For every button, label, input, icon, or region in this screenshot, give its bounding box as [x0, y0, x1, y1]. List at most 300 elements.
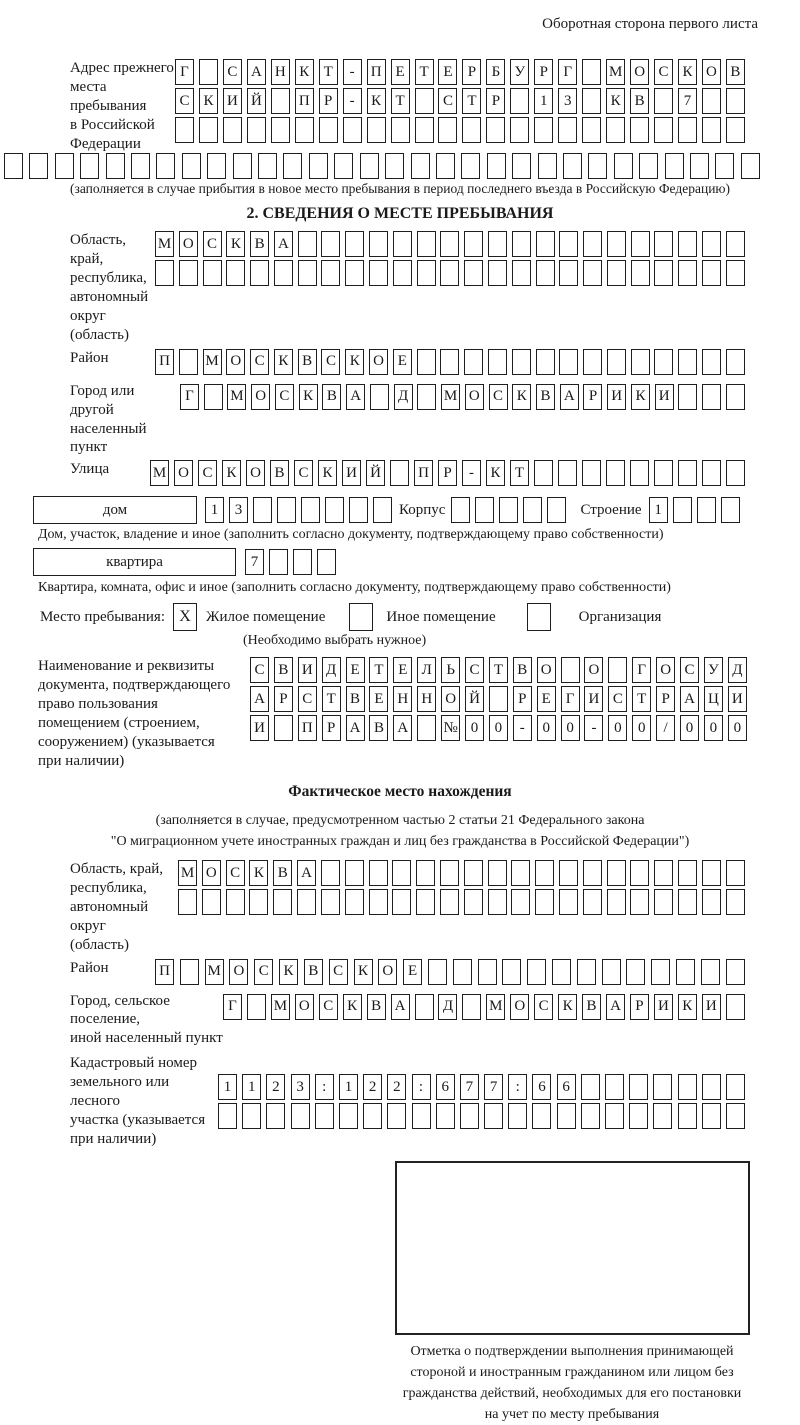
- char-box[interactable]: В: [250, 231, 269, 257]
- char-box[interactable]: В: [274, 657, 293, 683]
- char-box[interactable]: И: [342, 460, 361, 486]
- char-box[interactable]: 3: [558, 88, 577, 114]
- char-box[interactable]: 0: [680, 715, 699, 741]
- char-box[interactable]: №: [441, 715, 460, 741]
- char-box[interactable]: 1: [205, 497, 224, 523]
- char-box[interactable]: П: [298, 715, 317, 741]
- char-box[interactable]: [218, 1103, 237, 1129]
- char-box[interactable]: [678, 117, 697, 143]
- char-box[interactable]: С: [223, 59, 242, 85]
- char-box[interactable]: [654, 117, 673, 143]
- char-box[interactable]: [489, 686, 508, 712]
- char-box[interactable]: М: [178, 860, 197, 886]
- char-box[interactable]: [417, 349, 436, 375]
- char-box[interactable]: [534, 117, 553, 143]
- char-box[interactable]: [393, 231, 412, 257]
- char-box[interactable]: [654, 88, 673, 114]
- char-box[interactable]: Д: [728, 657, 747, 683]
- char-box[interactable]: 1: [218, 1074, 237, 1100]
- char-box[interactable]: [702, 460, 721, 486]
- char-box[interactable]: [233, 153, 252, 179]
- char-box[interactable]: [319, 117, 338, 143]
- char-box[interactable]: [242, 1103, 261, 1129]
- char-box[interactable]: [417, 715, 436, 741]
- char-box[interactable]: [726, 1074, 745, 1100]
- char-box[interactable]: Л: [417, 657, 436, 683]
- char-box[interactable]: Р: [322, 715, 341, 741]
- char-box[interactable]: А: [393, 715, 412, 741]
- char-box[interactable]: [561, 657, 580, 683]
- char-box[interactable]: [269, 549, 288, 575]
- char-box[interactable]: [552, 959, 571, 985]
- char-box[interactable]: М: [486, 994, 505, 1020]
- char-box[interactable]: М: [205, 959, 224, 985]
- char-box[interactable]: [651, 959, 670, 985]
- char-box[interactable]: [440, 231, 459, 257]
- char-box[interactable]: [392, 889, 411, 915]
- char-box[interactable]: [654, 260, 673, 286]
- char-box[interactable]: [629, 1103, 648, 1129]
- char-box[interactable]: [559, 260, 578, 286]
- char-box[interactable]: [654, 860, 673, 886]
- char-box[interactable]: [321, 860, 340, 886]
- char-box[interactable]: Д: [394, 384, 413, 410]
- char-box[interactable]: [202, 889, 221, 915]
- char-box[interactable]: [360, 153, 379, 179]
- char-box[interactable]: Т: [415, 59, 434, 85]
- char-box[interactable]: [605, 1074, 624, 1100]
- char-box[interactable]: [582, 59, 601, 85]
- char-box[interactable]: Т: [319, 59, 338, 85]
- char-box[interactable]: [317, 549, 336, 575]
- char-box[interactable]: [678, 860, 697, 886]
- char-box[interactable]: [55, 153, 74, 179]
- char-box[interactable]: М: [441, 384, 460, 410]
- char-box[interactable]: [606, 460, 625, 486]
- char-box[interactable]: С: [275, 384, 294, 410]
- char-box[interactable]: 0: [561, 715, 580, 741]
- char-box[interactable]: [510, 88, 529, 114]
- char-box[interactable]: В: [582, 994, 601, 1020]
- char-box[interactable]: [249, 889, 268, 915]
- char-box[interactable]: [373, 497, 392, 523]
- char-box[interactable]: В: [630, 88, 649, 114]
- char-box[interactable]: П: [155, 349, 174, 375]
- char-box[interactable]: К: [367, 88, 386, 114]
- char-box[interactable]: [665, 153, 684, 179]
- char-box[interactable]: К: [199, 88, 218, 114]
- char-box[interactable]: О: [537, 657, 556, 683]
- char-box[interactable]: В: [273, 860, 292, 886]
- char-box[interactable]: [702, 1074, 721, 1100]
- char-box[interactable]: -: [513, 715, 532, 741]
- char-box[interactable]: [534, 460, 553, 486]
- char-box[interactable]: П: [295, 88, 314, 114]
- char-box[interactable]: 0: [465, 715, 484, 741]
- char-box[interactable]: Р: [274, 686, 293, 712]
- char-box[interactable]: 1: [339, 1074, 358, 1100]
- char-box[interactable]: [223, 117, 242, 143]
- char-box[interactable]: С: [438, 88, 457, 114]
- char-box[interactable]: [559, 349, 578, 375]
- char-box[interactable]: Е: [369, 686, 388, 712]
- char-box[interactable]: [345, 889, 364, 915]
- char-box[interactable]: [321, 889, 340, 915]
- char-box[interactable]: [274, 715, 293, 741]
- char-box[interactable]: [415, 117, 434, 143]
- char-box[interactable]: А: [606, 994, 625, 1020]
- char-box[interactable]: [559, 889, 578, 915]
- char-box[interactable]: [614, 153, 633, 179]
- char-box[interactable]: [581, 1074, 600, 1100]
- char-box[interactable]: С: [203, 231, 222, 257]
- char-box[interactable]: [334, 153, 353, 179]
- char-box[interactable]: [535, 860, 554, 886]
- char-box[interactable]: /: [656, 715, 675, 741]
- char-box[interactable]: [440, 860, 459, 886]
- checkbox-residential[interactable]: X: [173, 603, 197, 631]
- char-box[interactable]: Й: [366, 460, 385, 486]
- char-box[interactable]: [416, 889, 435, 915]
- char-box[interactable]: 1: [242, 1074, 261, 1100]
- char-box[interactable]: А: [250, 686, 269, 712]
- char-box[interactable]: [607, 889, 626, 915]
- char-box[interactable]: [345, 231, 364, 257]
- char-box[interactable]: Г: [223, 994, 242, 1020]
- char-box[interactable]: 0: [537, 715, 556, 741]
- char-box[interactable]: [678, 460, 697, 486]
- char-box[interactable]: [512, 349, 531, 375]
- char-box[interactable]: [536, 260, 555, 286]
- char-box[interactable]: О: [702, 59, 721, 85]
- char-box[interactable]: [436, 153, 455, 179]
- char-box[interactable]: [607, 260, 626, 286]
- char-box[interactable]: [180, 959, 199, 985]
- char-box[interactable]: :: [315, 1074, 334, 1100]
- checkbox-organization[interactable]: [527, 603, 551, 631]
- char-box[interactable]: [462, 117, 481, 143]
- char-box[interactable]: О: [656, 657, 675, 683]
- char-box[interactable]: [726, 994, 745, 1020]
- char-box[interactable]: [325, 497, 344, 523]
- char-box[interactable]: [702, 231, 721, 257]
- checkbox-other-premises[interactable]: [349, 603, 373, 631]
- char-box[interactable]: И: [607, 384, 626, 410]
- char-box[interactable]: [583, 260, 602, 286]
- char-box[interactable]: [417, 231, 436, 257]
- char-box[interactable]: С: [608, 686, 627, 712]
- char-box[interactable]: Т: [510, 460, 529, 486]
- char-box[interactable]: [631, 349, 650, 375]
- char-box[interactable]: И: [654, 994, 673, 1020]
- char-box[interactable]: К: [318, 460, 337, 486]
- char-box[interactable]: О: [465, 384, 484, 410]
- char-box[interactable]: [631, 231, 650, 257]
- char-box[interactable]: [532, 1103, 551, 1129]
- char-box[interactable]: М: [227, 384, 246, 410]
- char-box[interactable]: [702, 384, 721, 410]
- char-box[interactable]: [510, 117, 529, 143]
- char-box[interactable]: [271, 117, 290, 143]
- char-box[interactable]: Г: [558, 59, 577, 85]
- char-box[interactable]: [690, 153, 709, 179]
- char-box[interactable]: И: [702, 994, 721, 1020]
- char-box[interactable]: [678, 384, 697, 410]
- char-box[interactable]: С: [198, 460, 217, 486]
- char-box[interactable]: [726, 460, 745, 486]
- char-box[interactable]: А: [274, 231, 293, 257]
- char-box[interactable]: [630, 889, 649, 915]
- char-box[interactable]: С: [254, 959, 273, 985]
- char-box[interactable]: А: [680, 686, 699, 712]
- char-box[interactable]: [702, 860, 721, 886]
- char-box[interactable]: В: [304, 959, 323, 985]
- char-box[interactable]: М: [271, 994, 290, 1020]
- char-box[interactable]: [204, 384, 223, 410]
- char-box[interactable]: [726, 349, 745, 375]
- char-box[interactable]: [488, 231, 507, 257]
- char-box[interactable]: [464, 231, 483, 257]
- char-box[interactable]: [462, 994, 481, 1020]
- char-box[interactable]: [363, 1103, 382, 1129]
- char-box[interactable]: Р: [656, 686, 675, 712]
- char-box[interactable]: [678, 260, 697, 286]
- char-box[interactable]: [253, 497, 272, 523]
- char-box[interactable]: М: [155, 231, 174, 257]
- char-box[interactable]: [106, 153, 125, 179]
- char-box[interactable]: [607, 349, 626, 375]
- char-box[interactable]: [301, 497, 320, 523]
- char-box[interactable]: [199, 117, 218, 143]
- char-box[interactable]: А: [247, 59, 266, 85]
- char-box[interactable]: Д: [322, 657, 341, 683]
- char-box[interactable]: [392, 860, 411, 886]
- char-box[interactable]: [440, 260, 459, 286]
- char-box[interactable]: В: [367, 994, 386, 1020]
- char-box[interactable]: [391, 117, 410, 143]
- char-box[interactable]: [369, 260, 388, 286]
- char-box[interactable]: Н: [417, 686, 436, 712]
- char-box[interactable]: Р: [462, 59, 481, 85]
- char-box[interactable]: И: [250, 715, 269, 741]
- char-box[interactable]: Т: [489, 657, 508, 683]
- char-box[interactable]: [547, 497, 566, 523]
- house-type-box[interactable]: дом: [33, 496, 197, 524]
- char-box[interactable]: А: [391, 994, 410, 1020]
- char-box[interactable]: С: [680, 657, 699, 683]
- char-box[interactable]: [726, 1103, 745, 1129]
- char-box[interactable]: О: [174, 460, 193, 486]
- char-box[interactable]: [583, 860, 602, 886]
- char-box[interactable]: И: [655, 384, 674, 410]
- char-box[interactable]: [630, 860, 649, 886]
- char-box[interactable]: О: [378, 959, 397, 985]
- char-box[interactable]: [630, 460, 649, 486]
- char-box[interactable]: Г: [632, 657, 651, 683]
- char-box[interactable]: [415, 994, 434, 1020]
- char-box[interactable]: [369, 860, 388, 886]
- char-box[interactable]: :: [412, 1074, 431, 1100]
- char-box[interactable]: [339, 1103, 358, 1129]
- char-box[interactable]: К: [678, 59, 697, 85]
- char-box[interactable]: С: [226, 860, 245, 886]
- char-box[interactable]: [654, 349, 673, 375]
- char-box[interactable]: [250, 260, 269, 286]
- char-box[interactable]: 0: [728, 715, 747, 741]
- char-box[interactable]: К: [486, 460, 505, 486]
- char-box[interactable]: [273, 889, 292, 915]
- char-box[interactable]: [726, 384, 745, 410]
- char-box[interactable]: [345, 260, 364, 286]
- char-box[interactable]: [207, 153, 226, 179]
- char-box[interactable]: -: [462, 460, 481, 486]
- char-box[interactable]: [464, 260, 483, 286]
- char-box[interactable]: О: [369, 349, 388, 375]
- char-box[interactable]: [508, 1103, 527, 1129]
- char-box[interactable]: [4, 153, 23, 179]
- char-box[interactable]: 0: [489, 715, 508, 741]
- char-box[interactable]: [639, 153, 658, 179]
- char-box[interactable]: 0: [608, 715, 627, 741]
- char-box[interactable]: [741, 153, 760, 179]
- char-box[interactable]: Е: [537, 686, 556, 712]
- char-box[interactable]: К: [226, 231, 245, 257]
- char-box[interactable]: С: [321, 349, 340, 375]
- char-box[interactable]: К: [274, 349, 293, 375]
- char-box[interactable]: [203, 260, 222, 286]
- char-box[interactable]: Г: [561, 686, 580, 712]
- char-box[interactable]: [606, 117, 625, 143]
- char-box[interactable]: [29, 153, 48, 179]
- char-box[interactable]: [309, 153, 328, 179]
- char-box[interactable]: К: [343, 994, 362, 1020]
- char-box[interactable]: [156, 153, 175, 179]
- char-box[interactable]: [678, 889, 697, 915]
- char-box[interactable]: 7: [245, 549, 264, 575]
- char-box[interactable]: 6: [532, 1074, 551, 1100]
- char-box[interactable]: [511, 889, 530, 915]
- char-box[interactable]: [295, 117, 314, 143]
- char-box[interactable]: [438, 117, 457, 143]
- char-box[interactable]: [702, 349, 721, 375]
- char-box[interactable]: [297, 889, 316, 915]
- char-box[interactable]: [484, 1103, 503, 1129]
- char-box[interactable]: [673, 497, 692, 523]
- char-box[interactable]: П: [367, 59, 386, 85]
- char-box[interactable]: Т: [322, 686, 341, 712]
- char-box[interactable]: 2: [363, 1074, 382, 1100]
- char-box[interactable]: П: [155, 959, 174, 985]
- char-box[interactable]: К: [512, 384, 531, 410]
- char-box[interactable]: [247, 117, 266, 143]
- char-box[interactable]: 2: [266, 1074, 285, 1100]
- char-box[interactable]: В: [513, 657, 532, 683]
- char-box[interactable]: 3: [229, 497, 248, 523]
- char-box[interactable]: [461, 153, 480, 179]
- char-box[interactable]: [349, 497, 368, 523]
- char-box[interactable]: [536, 349, 555, 375]
- char-box[interactable]: 2: [387, 1074, 406, 1100]
- apartment-type-box[interactable]: квартира: [33, 548, 236, 576]
- char-box[interactable]: С: [654, 59, 673, 85]
- char-box[interactable]: [582, 117, 601, 143]
- char-box[interactable]: Т: [462, 88, 481, 114]
- char-box[interactable]: [488, 260, 507, 286]
- char-box[interactable]: [676, 959, 695, 985]
- char-box[interactable]: С: [250, 349, 269, 375]
- char-box[interactable]: Р: [513, 686, 532, 712]
- char-box[interactable]: [417, 384, 436, 410]
- char-box[interactable]: О: [202, 860, 221, 886]
- char-box[interactable]: В: [369, 715, 388, 741]
- char-box[interactable]: А: [346, 384, 365, 410]
- char-box[interactable]: [629, 1074, 648, 1100]
- char-box[interactable]: С: [250, 657, 269, 683]
- char-box[interactable]: 7: [484, 1074, 503, 1100]
- char-box[interactable]: [345, 860, 364, 886]
- char-box[interactable]: Г: [180, 384, 199, 410]
- char-box[interactable]: [293, 549, 312, 575]
- char-box[interactable]: [451, 497, 470, 523]
- char-box[interactable]: [559, 231, 578, 257]
- char-box[interactable]: И: [584, 686, 603, 712]
- char-box[interactable]: [131, 153, 150, 179]
- char-box[interactable]: [315, 1103, 334, 1129]
- char-box[interactable]: [678, 349, 697, 375]
- char-box[interactable]: Е: [393, 657, 412, 683]
- char-box[interactable]: [557, 1103, 576, 1129]
- char-box[interactable]: Ц: [704, 686, 723, 712]
- char-box[interactable]: [512, 231, 531, 257]
- char-box[interactable]: [702, 88, 721, 114]
- char-box[interactable]: В: [726, 59, 745, 85]
- char-box[interactable]: [155, 260, 174, 286]
- char-box[interactable]: С: [298, 686, 317, 712]
- char-box[interactable]: О: [246, 460, 265, 486]
- char-box[interactable]: [654, 231, 673, 257]
- char-box[interactable]: П: [414, 460, 433, 486]
- char-box[interactable]: [721, 497, 740, 523]
- char-box[interactable]: [298, 260, 317, 286]
- char-box[interactable]: [726, 260, 745, 286]
- char-box[interactable]: [654, 889, 673, 915]
- char-box[interactable]: [535, 889, 554, 915]
- char-box[interactable]: [653, 1074, 672, 1100]
- char-box[interactable]: И: [298, 657, 317, 683]
- char-box[interactable]: [602, 959, 621, 985]
- char-box[interactable]: [385, 153, 404, 179]
- char-box[interactable]: Н: [393, 686, 412, 712]
- char-box[interactable]: [247, 994, 266, 1020]
- char-box[interactable]: [654, 460, 673, 486]
- char-box[interactable]: Р: [583, 384, 602, 410]
- char-box[interactable]: О: [510, 994, 529, 1020]
- char-box[interactable]: И: [728, 686, 747, 712]
- char-box[interactable]: [226, 260, 245, 286]
- char-box[interactable]: [369, 889, 388, 915]
- char-box[interactable]: К: [631, 384, 650, 410]
- char-box[interactable]: 0: [704, 715, 723, 741]
- char-box[interactable]: Е: [346, 657, 365, 683]
- char-box[interactable]: [726, 117, 745, 143]
- char-box[interactable]: [653, 1103, 672, 1129]
- char-box[interactable]: [440, 349, 459, 375]
- char-box[interactable]: [582, 460, 601, 486]
- char-box[interactable]: В: [270, 460, 289, 486]
- char-box[interactable]: 7: [678, 88, 697, 114]
- char-box[interactable]: [631, 260, 650, 286]
- char-box[interactable]: О: [630, 59, 649, 85]
